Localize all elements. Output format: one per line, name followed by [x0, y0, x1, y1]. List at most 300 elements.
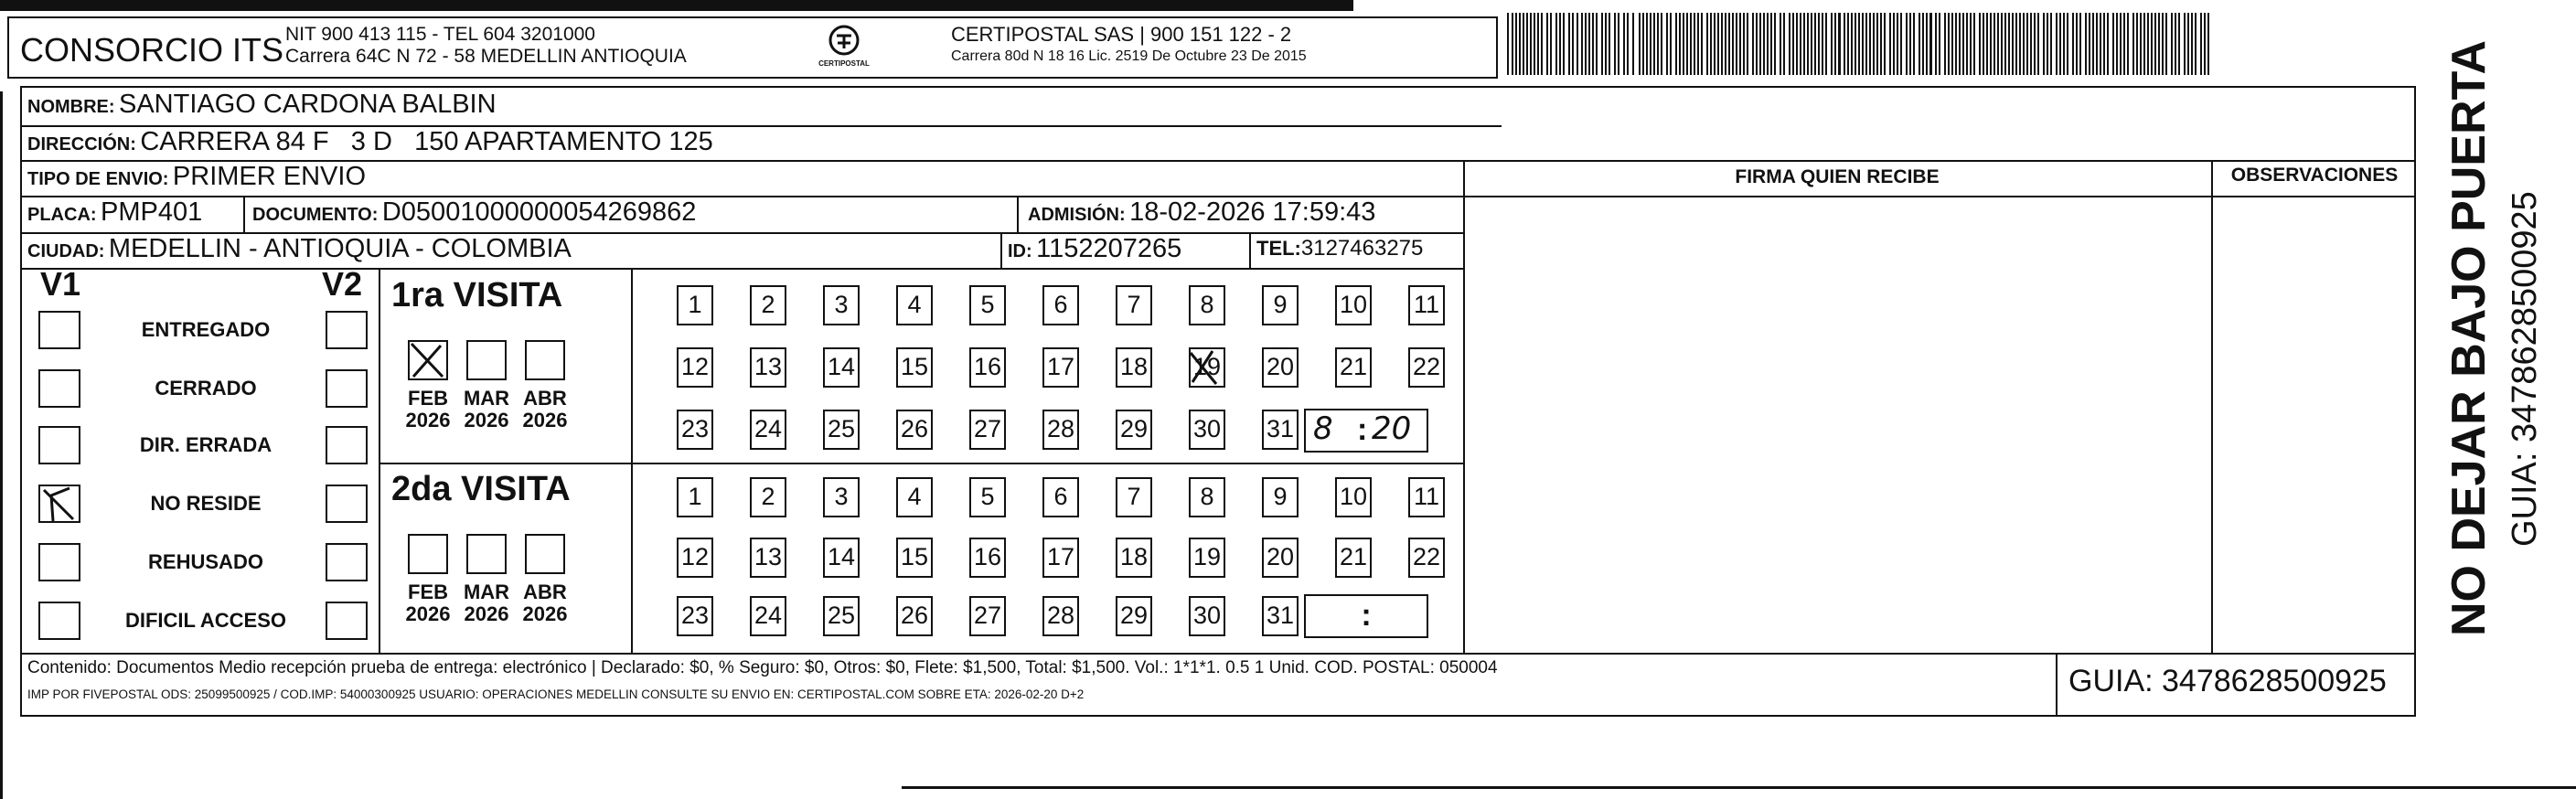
barcode-bar [2067, 13, 2068, 75]
firma-label: FIRMA QUIEN RECIBE [1735, 166, 1940, 187]
visit2-day-box[interactable]: 10 [1335, 477, 1372, 517]
ciudad-value: MEDELLIN - ANTIOQUIA - COLOMBIA [108, 234, 572, 263]
barcode-bar [1855, 13, 1856, 75]
barcode-bar [2015, 13, 2017, 75]
visit1-day-box[interactable]: 13 [750, 347, 786, 388]
status-label: NO RESIDE [150, 492, 262, 515]
barcode-bar [2047, 13, 2048, 75]
v1-checkbox[interactable] [38, 485, 80, 523]
barcode-bar [1792, 13, 1794, 75]
row-divider [20, 160, 2416, 162]
barcode-bar [1559, 13, 1561, 75]
barcode-bar [2034, 13, 2036, 75]
visit1-day-box[interactable]: 30 [1189, 410, 1225, 450]
visit1-day-box[interactable]: 10 [1335, 285, 1372, 325]
certipostal-logo: CERTIPOSTAL [812, 24, 876, 68]
barcode-bar [1752, 13, 1754, 75]
barcode-bar [1997, 13, 1999, 75]
v1-checkbox[interactable] [38, 602, 80, 640]
barcode-bar [1526, 13, 1528, 75]
barcode-bar [2092, 13, 2094, 75]
status-label: CERRADO [155, 377, 257, 400]
visit1-day-box[interactable]: 5 [969, 285, 1006, 325]
v2-checkbox[interactable] [326, 543, 368, 581]
tel-cell: TEL:3127463275 [1256, 236, 1424, 261]
barcode-bar [2089, 13, 2090, 75]
barcode-bar [1865, 13, 1867, 75]
visit2-day-box[interactable]: 27 [969, 596, 1006, 636]
column-divider [2056, 653, 2058, 717]
barcode-bar [2147, 13, 2149, 75]
barcode-bar [1732, 13, 1734, 75]
row-divider [20, 268, 1465, 270]
visit2-day-box[interactable]: 24 [750, 596, 786, 636]
v2-checkbox[interactable] [326, 485, 368, 523]
barcode-bar [1541, 13, 1543, 75]
documento-cell: DOCUMENTO: D05001000000054269862 [252, 197, 697, 227]
visit1-month-checkbox[interactable] [408, 340, 448, 380]
visit2-day-box[interactable]: 20 [1262, 538, 1299, 578]
barcode-bar [2072, 13, 2074, 75]
visit1-day-box[interactable]: 29 [1116, 410, 1152, 450]
v1-checkbox[interactable] [38, 369, 80, 408]
visit2-day-box[interactable]: 4 [896, 477, 933, 517]
visit2-month-label: ABR 2026 [522, 581, 568, 625]
visit2-day-box[interactable]: 29 [1116, 596, 1152, 636]
barcode-bar [1555, 13, 1557, 75]
visit1-day-box[interactable]: 22 [1408, 347, 1445, 388]
visit2-day-box[interactable]: 22 [1408, 538, 1445, 578]
barcode-bar [1756, 13, 1758, 75]
barcode-bar [1623, 13, 1625, 75]
barcode-bar [1803, 13, 1805, 75]
visit2-day-box[interactable]: 14 [823, 538, 860, 578]
v2-checkbox[interactable] [326, 426, 368, 464]
visit1-day-box[interactable]: 16 [969, 347, 1006, 388]
visit1-day-box[interactable]: 6 [1042, 285, 1079, 325]
barcode-bar [2143, 13, 2145, 75]
barcode-bar [1627, 13, 1629, 75]
barcode-bar [1951, 13, 1953, 75]
barcode-bar [1725, 13, 1726, 75]
nombre-row: NOMBRE: SANTIAGO CARDONA BALBIN [27, 90, 497, 119]
courier-info: CERTIPOSTAL SAS | 900 151 122 - 2 Carrera 80d N 18 16 Lic. 2519 De Octubre 23 De 2015 [951, 23, 1307, 64]
barcode-bar [1807, 13, 1809, 75]
barcode-bar [1515, 13, 1517, 75]
visit1-month-label: ABR 2026 [522, 387, 568, 431]
id-value: 1152207265 [1036, 234, 1182, 263]
visit1-day-box[interactable]: 1 [677, 285, 713, 325]
barcode-bar [1763, 13, 1765, 75]
visit2-day-box[interactable]: 13 [750, 538, 786, 578]
visit2-title: 2da VISITA [391, 470, 571, 508]
status-label: REHUSADO [148, 550, 263, 573]
barcode-bar [1919, 13, 1920, 75]
barcode-bar [1739, 13, 1741, 75]
barcode-bar [2191, 13, 2193, 75]
row-divider [379, 463, 1463, 464]
barcode-bar [1926, 13, 1928, 75]
visit1-day-box[interactable]: 17 [1042, 347, 1079, 388]
barcode-bar [2004, 13, 2006, 75]
visit2-month-checkbox[interactable] [466, 534, 507, 574]
barcode-bar [1993, 13, 1995, 75]
visit1-day-box[interactable]: 15 [896, 347, 933, 388]
barcode-bar [1986, 13, 1988, 75]
barcode-bar [1618, 13, 1619, 75]
barcode-bar [1962, 13, 1964, 75]
barcode-bar [1774, 13, 1776, 75]
barcode-bar [1592, 13, 1594, 75]
barcode-bar [1728, 13, 1730, 75]
visit1-minute: 20 [1372, 410, 1412, 447]
barcode-bar [1650, 13, 1651, 75]
column-divider [1000, 232, 1002, 269]
barcode-bar [2127, 13, 2129, 75]
id-cell: ID: 1152207265 [1008, 234, 1182, 263]
barcode-bar [2184, 13, 2186, 75]
barcode-bar [2151, 13, 2153, 75]
barcode-bar [2123, 13, 2125, 75]
barcode-bar [2175, 13, 2176, 75]
barcode-bar [1906, 13, 1908, 75]
barcode-bar [1534, 13, 1535, 75]
row-divider [1463, 196, 2211, 197]
barcode-bar [1710, 13, 1712, 75]
barcode-bar [1983, 13, 1984, 75]
shipment-type: PRIMER ENVIO [172, 162, 367, 191]
barcode-bar [2195, 13, 2197, 75]
barcode-bar [1653, 13, 1655, 75]
recipient-name: SANTIAGO CARDONA BALBIN [119, 90, 497, 119]
barcode-bar [1609, 13, 1610, 75]
tipo-row: TIPO DE ENVIO: PRIMER ENVIO [27, 162, 367, 191]
barcode-bar [1838, 13, 1841, 75]
admision-cell: ADMISIÓN: 18-02-2026 17:59:43 [1028, 197, 1376, 227]
barcode-bar [2120, 13, 2122, 75]
barcode-bar [1862, 13, 1864, 75]
visit2-day-box[interactable]: 18 [1116, 538, 1152, 578]
barcode-bar [1959, 13, 1961, 75]
barcode-bar [1507, 13, 1509, 75]
barcode-bar [1601, 13, 1603, 75]
barcode-bar [1889, 13, 1891, 75]
visit2-day-box[interactable]: 8 [1189, 477, 1225, 517]
visit2-day-box[interactable]: 12 [677, 538, 713, 578]
visit2-day-box[interactable]: 30 [1189, 596, 1225, 636]
check-mark-icon [408, 340, 448, 380]
barcode-bar [1893, 13, 1895, 75]
footer-content: Contenido: Documentos Medio recepción prueba de entrega: electrónico | Declarado: $0, % Seguro: $0, Otros: $0, Flete: $1,500, Total: $1,500. Vol.: 1*1*1. 0.5 1 Unid. COD. POSTAL: 050004 [27, 658, 1498, 677]
visit2-month-checkbox[interactable] [525, 534, 565, 574]
barcode-bar [1657, 13, 1659, 75]
visit1-day-box[interactable]: 8 [1189, 285, 1225, 325]
barcode-bar [2050, 13, 2052, 75]
visit2-day-box[interactable]: 3 [823, 477, 860, 517]
barcode-bar [2085, 13, 2087, 75]
v2-checkbox[interactable] [326, 602, 368, 640]
visit1-day-box[interactable]: 4 [896, 285, 933, 325]
check-mark-icon [38, 485, 80, 523]
visit2-day-box[interactable]: 17 [1042, 538, 1079, 578]
barcode-bar [2059, 13, 2061, 75]
v1-checkbox[interactable] [38, 426, 80, 464]
barcode-bar [2023, 13, 2025, 75]
barcode-bar [1568, 13, 1570, 75]
visit1-day-box[interactable]: 26 [896, 410, 933, 450]
barcode-bar [1990, 13, 1992, 75]
barcode-bar [1825, 13, 1827, 75]
visit2-day-box[interactable]: 9 [1262, 477, 1299, 517]
placa-value: PMP401 [101, 197, 203, 227]
visit1-day-box[interactable]: 9 [1262, 285, 1299, 325]
visit2-month-label: FEB 2026 [405, 581, 451, 625]
ciudad-cell: CIUDAD: MEDELLIN - ANTIOQUIA - COLOMBIA [27, 234, 572, 263]
column-divider [2211, 160, 2213, 654]
barcode-bar [1880, 13, 1882, 75]
barcode-bar [1679, 13, 1681, 75]
barcode-bar [1897, 13, 1898, 75]
visit1-day-box[interactable]: 12 [677, 347, 713, 388]
barcode-bar [1955, 13, 1957, 75]
status-label: DIFICIL ACCESO [124, 609, 286, 632]
status-label: DIR. ERRADA [139, 433, 273, 456]
barcode-bar [1588, 13, 1590, 75]
barcode-bar [1717, 13, 1719, 75]
barcode-bar [1736, 13, 1737, 75]
barcode-bar [2140, 13, 2142, 75]
v2-label: V2 [322, 265, 363, 303]
visit2-day-box[interactable]: 11 [1408, 477, 1445, 517]
v1-label: V1 [40, 265, 81, 303]
visit1-month-checkbox[interactable] [525, 340, 565, 380]
visit1-time-box[interactable] [1304, 409, 1428, 453]
barcode-bar [1670, 13, 1672, 75]
barcode-bar [1780, 13, 1781, 75]
visit2-day-box[interactable]: 25 [823, 596, 860, 636]
visit2-day-box[interactable]: 15 [896, 538, 933, 578]
row-divider [2211, 196, 2416, 197]
barcode-bar [1970, 13, 1972, 75]
tel-value: 3127463275 [1300, 236, 1424, 261]
column-divider [1463, 160, 1465, 654]
barcode-bar [1596, 13, 1598, 75]
barcode-bar [1666, 13, 1668, 75]
barcode-bar [1847, 13, 1849, 75]
recipient-address: CARRERA 84 F 3 D 150 APARTAMENTO 125 [140, 127, 713, 156]
visit1-day-box[interactable]: 23 [677, 410, 713, 450]
barcode [1505, 13, 2213, 75]
visit2-day-box[interactable]: 28 [1042, 596, 1079, 636]
barcode-bar [1822, 13, 1823, 75]
barcode-bar [1818, 13, 1820, 75]
barcode-bar [2178, 13, 2180, 75]
barcode-bar [1661, 13, 1662, 75]
visit1-day-box[interactable]: 7 [1116, 285, 1152, 325]
visit1-day-box[interactable]: 25 [823, 410, 860, 450]
visit1-day-box[interactable]: 2 [750, 285, 786, 325]
visit2-day-box[interactable]: 16 [969, 538, 1006, 578]
visit1-title: 1ra VISITA [391, 276, 563, 314]
footer-imp: IMP POR FIVEPOSTAL ODS: 25099500925 / COD.IMP: 54000300925 USUARIO: OPERACIONES MEDELLIN CONSULTE SU ENVIO EN: CERTIPOSTAL.COM SOBRE ETA: 2026-02-20 D+2 [27, 687, 1085, 701]
barcode-bar [1743, 13, 1745, 75]
logo-icon [824, 24, 864, 57]
visit2-day-box[interactable]: 5 [969, 477, 1006, 517]
barcode-bar [1512, 13, 1513, 75]
left-edge [0, 91, 3, 799]
column-divider [243, 196, 245, 232]
column-divider [1249, 232, 1251, 269]
visit1-day-box[interactable]: 28 [1042, 410, 1079, 450]
barcode-bar [2200, 13, 2202, 75]
direccion-row: DIRECCIÓN: CARRERA 84 F 3 D 150 APARTAMENTO 125 [27, 127, 713, 156]
barcode-bar [2056, 13, 2058, 75]
visit2-day-box[interactable]: 2 [750, 477, 786, 517]
barcode-bar [2154, 13, 2156, 75]
visit2-day-box[interactable]: 19 [1189, 538, 1225, 578]
top-rule [0, 0, 1353, 11]
v1-checkbox[interactable] [38, 311, 80, 349]
sender-info: NIT 900 413 115 - TEL 604 3201000 Carrera 64C N 72 - 58 MEDELLIN ANTIOQUIA [285, 24, 687, 67]
column-divider [1017, 196, 1019, 232]
barcode-bar [2204, 13, 2206, 75]
barcode-bar [1783, 13, 1785, 75]
barcode-bar [1519, 13, 1521, 75]
barcode-bar [1811, 13, 1812, 75]
barcode-bar [2079, 13, 2081, 75]
visit1-day-box[interactable]: 27 [969, 410, 1006, 450]
barcode-bar [1694, 13, 1695, 75]
barcode-bar [1789, 13, 1790, 75]
barcode-bar [1686, 13, 1688, 75]
barcode-bar [2026, 13, 2028, 75]
visit1-day-box[interactable]: 21 [1335, 347, 1372, 388]
barcode-bar [1944, 13, 1946, 75]
barcode-bar [1577, 13, 1578, 75]
v2-checkbox[interactable] [326, 311, 368, 349]
barcode-bar [1796, 13, 1798, 75]
barcode-bar [1873, 13, 1875, 75]
visit1-day-box[interactable]: 11 [1408, 285, 1445, 325]
barcode-bar [1572, 13, 1574, 75]
barcode-bar [1935, 13, 1937, 75]
barcode-bar [2103, 13, 2105, 75]
visit2-day-box[interactable]: 31 [1262, 596, 1299, 636]
barcode-bar [2158, 13, 2160, 75]
barcode-bar [1770, 13, 1772, 75]
visit2-day-box[interactable]: 23 [677, 596, 713, 636]
barcode-bar [1523, 13, 1524, 75]
barcode-bar [1948, 13, 1950, 75]
barcode-bar [2096, 13, 2098, 75]
barcode-bar [1690, 13, 1692, 75]
visit1-day-box[interactable]: 18 [1116, 347, 1152, 388]
barcode-bar [2112, 13, 2114, 75]
visit2-day-box[interactable]: 1 [677, 477, 713, 517]
barcode-bar [1909, 13, 1911, 75]
barcode-bar [1929, 13, 1932, 75]
barcode-bar [1632, 13, 1634, 75]
barcode-bar [1605, 13, 1607, 75]
barcode-bar [1585, 13, 1587, 75]
barcode-bar [1979, 13, 1981, 75]
visit1-day-box[interactable]: 3 [823, 285, 860, 325]
side-warning: NO DEJAR BAJO PUERTA [2442, 39, 2496, 636]
barcode-bar [2012, 13, 2014, 75]
placa-cell: PLACA: PMP401 [27, 197, 203, 227]
visit1-month-checkbox[interactable] [466, 340, 507, 380]
visit1-time-separator: : [1357, 412, 1368, 447]
column-divider [379, 268, 380, 654]
barcode-bar [2100, 13, 2101, 75]
barcode-bar [1721, 13, 1723, 75]
documento-value: D05001000000054269862 [381, 197, 697, 227]
barcode-bar [1767, 13, 1769, 75]
status-label: ENTREGADO [141, 318, 271, 341]
barcode-bar [1639, 13, 1641, 75]
v2-checkbox[interactable] [326, 369, 368, 408]
barcode-bar [2037, 13, 2039, 75]
barcode-bar [1563, 13, 1565, 75]
barcode-bar [2001, 13, 2003, 75]
barcode-bar [1834, 13, 1836, 75]
barcode-bar [1683, 13, 1684, 75]
v1-checkbox[interactable] [38, 543, 80, 581]
sender-name: CONSORCIO ITS [20, 31, 284, 69]
column-divider [631, 268, 633, 654]
barcode-bar [1913, 13, 1915, 75]
visit1-day-box[interactable]: 20 [1262, 347, 1299, 388]
barcode-bar [1614, 13, 1616, 75]
side-guia: GUIA: 3478628500925 [2506, 191, 2544, 547]
barcode-bar [2136, 13, 2138, 75]
barcode-bar [1537, 13, 1539, 75]
visit2-day-box[interactable]: 6 [1042, 477, 1079, 517]
observaciones-label: OBSERVACIONES [2230, 165, 2399, 186]
barcode-bar [2043, 13, 2045, 75]
barcode-bar [1642, 13, 1644, 75]
visit1-hour: 8 [1313, 410, 1333, 447]
barcode-bar [2008, 13, 2010, 75]
visit2-month-label: MAR 2026 [463, 581, 510, 625]
visit1-month-label: MAR 2026 [463, 387, 510, 431]
visit2-month-checkbox[interactable] [408, 534, 448, 574]
barcode-bar [1800, 13, 1801, 75]
visit1-day-box[interactable]: 19 [1189, 347, 1225, 388]
footer-guia: GUIA: 3478628500925 [2068, 664, 2387, 698]
barcode-bar [2165, 13, 2167, 75]
visit2-day-box[interactable]: 7 [1116, 477, 1152, 517]
visit1-day-box[interactable]: 14 [823, 347, 860, 388]
visit2-time-box[interactable]: : [1304, 594, 1428, 638]
barcode-bar [1939, 13, 1940, 75]
barcode-bar [1831, 13, 1833, 75]
barcode-bar [2107, 13, 2109, 75]
barcode-bar [1973, 13, 1975, 75]
visit2-day-box[interactable]: 26 [896, 596, 933, 636]
barcode-bar [1701, 13, 1703, 75]
barcode-bar [1858, 13, 1860, 75]
barcode-bar [1646, 13, 1648, 75]
barcode-bar [2207, 13, 2209, 75]
barcode-bar [1697, 13, 1699, 75]
barcode-bar [2116, 13, 2118, 75]
barcode-bar [2187, 13, 2189, 75]
barcode-bar [1884, 13, 1886, 75]
visit1-day-box[interactable]: 31 [1262, 410, 1299, 450]
visit1-day-box[interactable]: 24 [750, 410, 786, 450]
visit2-day-box[interactable]: 21 [1335, 538, 1372, 578]
